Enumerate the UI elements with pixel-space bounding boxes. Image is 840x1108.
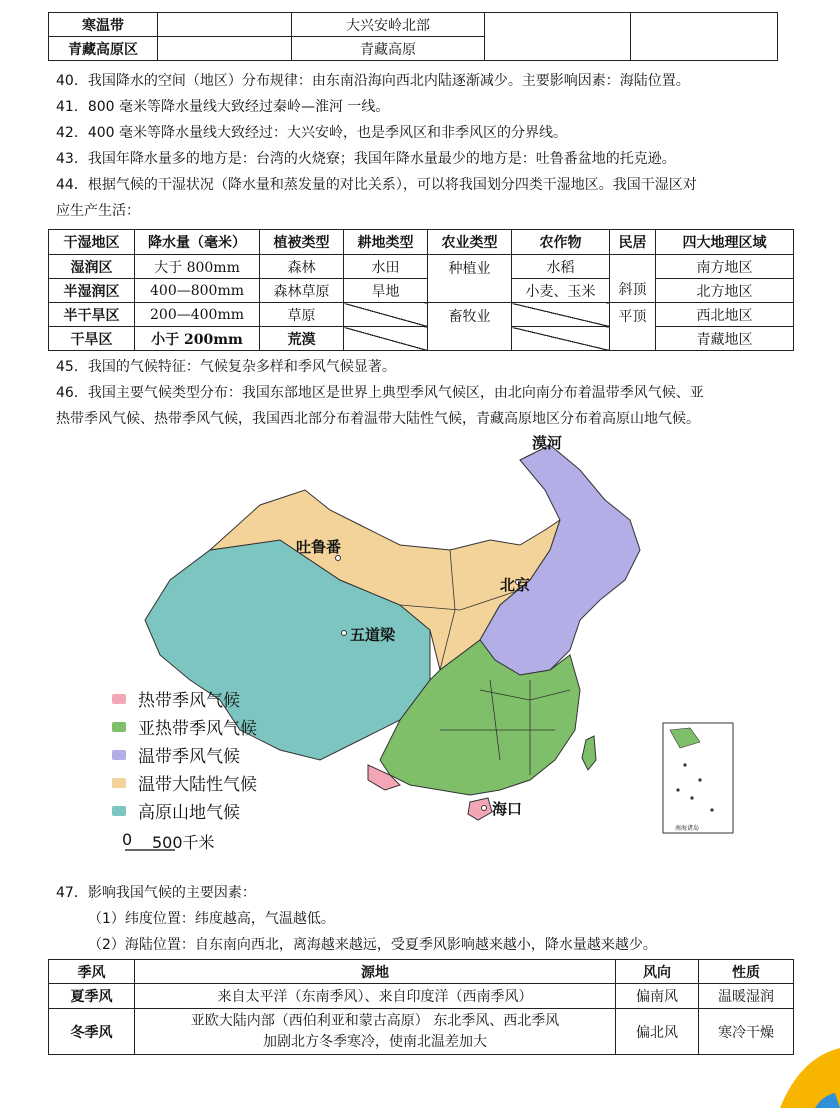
legend-label: 热带季风气候 (138, 691, 240, 711)
legend-swatch (112, 694, 126, 704)
table-cell: 半湿润区 (49, 279, 135, 303)
scale-label: 500千米 (152, 833, 215, 852)
legend-item-plateau (112, 798, 240, 823)
table-cell: 冬季风 (49, 1009, 135, 1055)
legend-label: 高原山地气候 (138, 803, 240, 823)
table-header: 农业类型 (428, 230, 512, 255)
table-header: 干湿地区 (49, 230, 135, 255)
table-cell: 夏季风 (49, 984, 135, 1009)
table-cell: 荒漠 (260, 327, 344, 351)
table-cell: 水稻 (512, 255, 610, 279)
table-header: 耕地类型 (344, 230, 428, 255)
table-cell-slashed (512, 327, 610, 351)
table-header: 风向 (616, 960, 699, 984)
taiwan-island (582, 736, 596, 770)
item-44-line1: 44．根据气候的干湿状况（降水量和蒸发量的对比关系），可以将我国划分四类干湿地区。我国干湿区对 (56, 177, 697, 193)
table-cell: 森林 (260, 255, 344, 279)
table-cell: 西北地区 (656, 303, 794, 327)
legend-swatch (112, 778, 126, 788)
table-cell-slashed (344, 327, 428, 351)
legend-item-subtropical (112, 714, 257, 739)
city-label-turpan: 吐鲁番 (296, 538, 342, 556)
table-cell: 温暖湿润 (699, 984, 794, 1009)
table-cell: 草原 (260, 303, 344, 327)
item-43: 43．我国年降水量多的地方是：台湾的火烧寮；我国年降水量最少的地方是：吐鲁番盆地的托克逊。 (56, 151, 676, 167)
table-cell: 平顶 (610, 303, 656, 351)
zone-cell: 青藏高原区 (49, 37, 158, 61)
table-cell: 来自太平洋（东南季风）、来自印度洋（西南季风） (135, 984, 616, 1009)
table-cell-slashed (344, 303, 428, 327)
item-41: 41．800 毫米等降水量线大致经过秦岭—淮河 一线。 (56, 99, 390, 115)
table-cell: 200—400mm (135, 303, 260, 327)
table-cell: 小于 200mm (135, 327, 260, 351)
empty-cell (158, 37, 292, 61)
table-header: 农作物 (512, 230, 610, 255)
item-47-2: （2）海陆位置：自东南向西北，离海越来越远，受夏季风影响越来越小，降水量越来越少。 (88, 937, 657, 953)
legend-item-continental (112, 770, 257, 795)
legend-label: 亚热带季风气候 (138, 719, 257, 739)
table-header: 民居 (610, 230, 656, 255)
item-46-line2: 热带季风气候、热带季风气候，我国西北部分布着温带大陆性气候，青藏高原地区分布着高原山地气候。 (56, 411, 700, 427)
source-line-1: 亚欧大陆内部（西伯利亚和蒙古高原） 东北季风、西北季风 (190, 1012, 560, 1029)
table-cell: 种植业 (428, 255, 512, 303)
scale-zero: 0 (122, 830, 133, 849)
legend-label: 温带季风气候 (138, 747, 240, 767)
table-cell-slashed (512, 303, 610, 327)
legend-item-temperate-monsoon (112, 742, 240, 767)
item-45: 45．我国的气候特征：气候复杂多样和季风气候显著。 (56, 359, 396, 375)
table-cell: 旱地 (344, 279, 428, 303)
city-label-wudaoliang: 五道梁 (350, 626, 396, 644)
table-cell: 半干旱区 (49, 303, 135, 327)
table-cell: 偏北风 (616, 1009, 699, 1055)
table-cell: 干旱区 (49, 327, 135, 351)
item-46-line1: 46．我国主要气候类型分布：我国东部地区是世界上典型季风气候区，由北向南分布着温带季风气候、亚 (56, 385, 704, 401)
inset-label: 南海诸岛 (675, 825, 700, 832)
area-cell: 青藏高原 (292, 37, 485, 61)
table-cell: 大于 800mm (135, 255, 260, 279)
table-header: 植被类型 (260, 230, 344, 255)
empty-cell (631, 13, 778, 61)
monsoon-table (48, 959, 794, 1055)
zone-cell: 寒温带 (49, 13, 158, 37)
city-label-haikou: 海口 (492, 800, 523, 818)
legend-swatch (112, 806, 126, 816)
table-cell: 青藏地区 (656, 327, 794, 351)
empty-cell (485, 13, 631, 61)
area-cell: 大兴安岭北部 (292, 13, 485, 37)
city-label-beijing: 北京 (500, 576, 531, 594)
table-cell: 南方地区 (656, 255, 794, 279)
table-cell: 畜牧业 (428, 303, 512, 351)
table-header: 源地 (135, 960, 616, 984)
empty-cell (158, 13, 292, 37)
legend-swatch (112, 722, 126, 732)
item-42: 42．400 毫米等降水量线大致经过：大兴安岭，也是季风区和非季风区的分界线。 (56, 125, 567, 141)
table-cell-source (135, 1009, 616, 1055)
table-header: 四大地理区域 (656, 230, 794, 255)
hainan-island (468, 798, 492, 820)
table-cell: 寒冷干燥 (699, 1009, 794, 1055)
table-header: 降水量（毫米） (135, 230, 260, 255)
item-47: 47．影响我国气候的主要因素： (56, 885, 256, 901)
table-cell: 森林草原 (260, 279, 344, 303)
table-cell: 小麦、玉米 (512, 279, 610, 303)
item-44-line2: 应生产生活： (56, 203, 140, 219)
dry-wet-table (48, 229, 794, 351)
item-40: 40．我国降水的空间（地区）分布规律：由东南沿海向西北内陆逐渐减少。主要影响因素：海陆位置。 (56, 73, 690, 89)
legend-item-tropical (112, 686, 240, 711)
table-cell: 湿润区 (49, 255, 135, 279)
top-climate-table (48, 12, 778, 61)
table-cell: 400—800mm (135, 279, 260, 303)
table-cell: 偏南风 (616, 984, 699, 1009)
source-line-2: 加剧北方冬季寒冷，使南北温差加大 (263, 1033, 487, 1050)
legend-swatch (112, 750, 126, 760)
table-cell: 斜顶 (610, 255, 656, 303)
corner-decoration (760, 1038, 840, 1108)
table-cell: 北方地区 (656, 279, 794, 303)
legend-label: 温带大陆性气候 (138, 775, 257, 795)
table-header: 性质 (699, 960, 794, 984)
table-header: 季风 (49, 960, 135, 984)
item-47-1: （1）纬度位置：纬度越高，气温越低。 (88, 911, 335, 927)
table-cell: 水田 (344, 255, 428, 279)
city-label-mohe: 漠河 (532, 434, 563, 452)
